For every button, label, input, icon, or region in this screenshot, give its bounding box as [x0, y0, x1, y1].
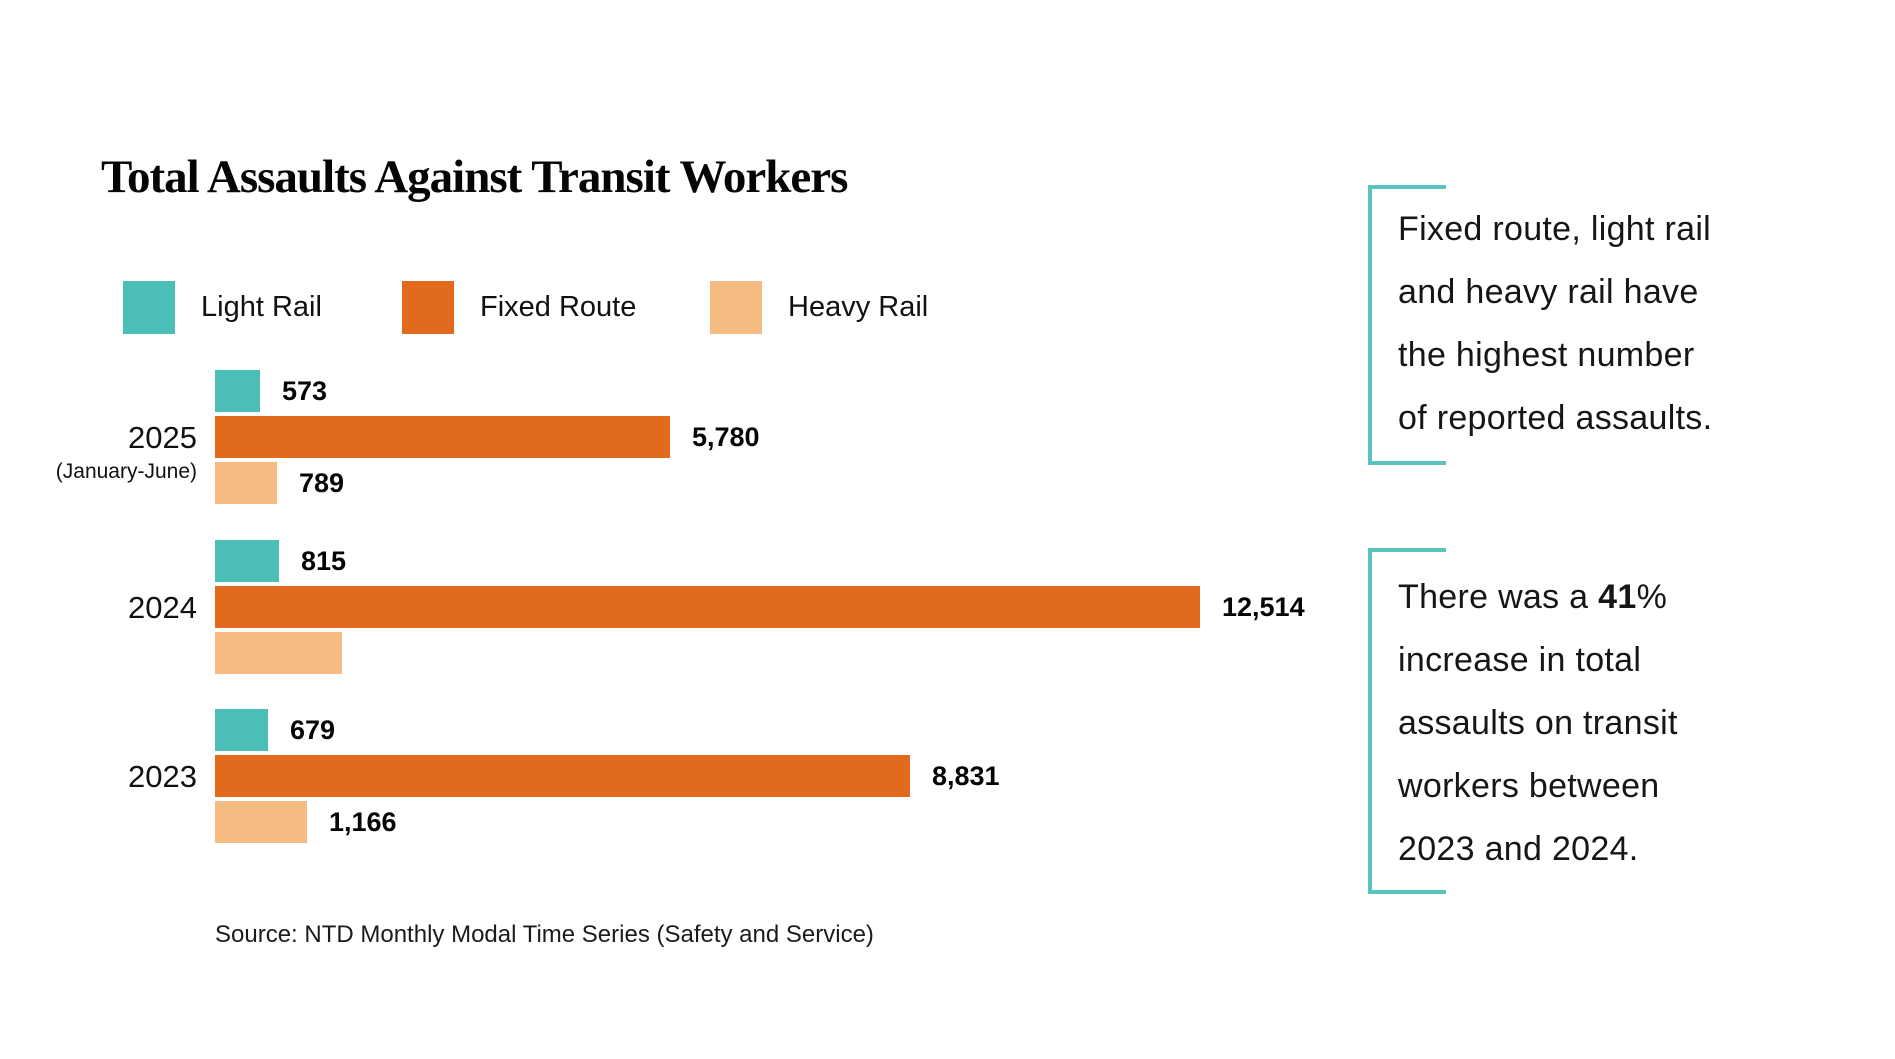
bar-value-label: 1,166	[329, 807, 397, 837]
callout-line	[1398, 261, 1712, 324]
callout-line	[1398, 629, 1678, 692]
callout-segment: 2023 and 2024.	[1398, 830, 1639, 868]
row-year-label: 2025	[128, 420, 197, 455]
callout-segment: of reported assaults.	[1398, 399, 1713, 437]
bar-fixed-route	[215, 755, 910, 797]
bar-light-rail	[215, 540, 279, 582]
callout-segment: There was a	[1398, 578, 1599, 616]
callout-text	[1398, 198, 1712, 450]
callout-segment: the highest number	[1398, 336, 1695, 374]
callout-highlight: 41	[1598, 578, 1637, 616]
callout-segment: %	[1636, 578, 1668, 616]
callout-segment: workers between	[1398, 767, 1660, 805]
bar-value-label: 5,780	[692, 422, 760, 452]
bar-heavy-rail	[215, 632, 342, 674]
legend-item-heavy-rail	[710, 281, 928, 334]
legend-item-light-rail	[123, 281, 322, 334]
source-note: Source: NTD Monthly Modal Time Series (Safety and Service)	[215, 921, 874, 948]
bar-value-label: 679	[290, 715, 336, 745]
callout-line	[1398, 387, 1712, 450]
callout-segment: and heavy rail have	[1398, 273, 1699, 311]
bar-value-label: 789	[299, 468, 345, 498]
bar-value-label: 815	[301, 546, 347, 576]
bar-value-label: 573	[282, 376, 328, 406]
legend-label: Light Rail	[201, 291, 322, 323]
bar-fixed-route	[215, 586, 1200, 628]
callout-line	[1398, 198, 1712, 261]
callout-segment: assaults on transit	[1398, 704, 1678, 742]
bar-value-label: 12,514	[1222, 592, 1305, 622]
callout-line	[1398, 755, 1678, 818]
row-year-label: 2024	[128, 590, 197, 625]
callout-text	[1398, 566, 1678, 881]
legend-swatch-icon	[710, 281, 762, 334]
legend-label: Fixed Route	[480, 291, 637, 323]
callout-line	[1398, 566, 1678, 629]
bar-light-rail	[215, 709, 268, 751]
callout-line	[1398, 818, 1678, 881]
callout-line	[1398, 324, 1712, 387]
legend-swatch-icon	[123, 281, 175, 334]
row-year-label: 2023	[128, 759, 197, 794]
callout-line	[1398, 692, 1678, 755]
bar-light-rail	[215, 370, 260, 412]
legend-swatch-icon	[402, 281, 454, 334]
legend-label: Heavy Rail	[788, 291, 929, 323]
bar-value-label: 8,831	[932, 761, 1000, 791]
bar-heavy-rail	[215, 801, 307, 843]
row-year-note: (January-June)	[55, 460, 197, 483]
callout-segment: Fixed route, light rail	[1398, 210, 1712, 248]
legend-item-fixed-route	[402, 281, 636, 334]
bar-fixed-route	[215, 416, 670, 458]
bar-heavy-rail	[215, 462, 277, 504]
callout-segment: increase in total	[1398, 641, 1642, 679]
chart-title: Total Assaults Against Transit Workers	[101, 151, 848, 203]
